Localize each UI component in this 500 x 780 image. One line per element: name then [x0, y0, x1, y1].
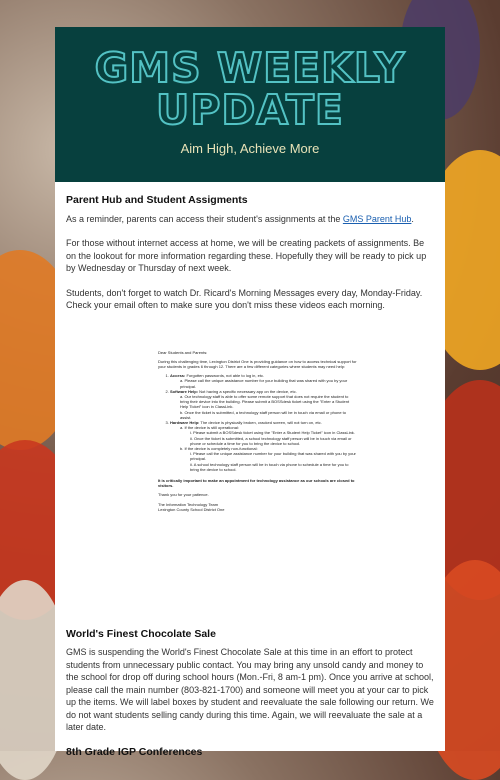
- paragraph-chocolate-sale: GMS is suspending the World's Finest Chocolate Sale at this time in an effort to protect students from unnecessary public contact. You may bring any unsold candy and money to the school for drop off during school hours (Mon.-Fri, 8 am-1 pm). Once you arrive at school, please call the main number (803-821-1700) and someone will meet you at your car to pick up the items. We will label boxes by student and reevaluate the sale following our return. We do not want students selling candy during this time. Again, we will reevaluate the sale at a later date.: [66, 647, 434, 732]
- newsletter-title: GMS WEEKLY UPDATE: [94, 44, 406, 134]
- letter-greeting: Dear Students and Parents:: [158, 349, 208, 355]
- paragraph-parent-hub: [66, 213, 434, 226]
- newsletter-header: [55, 27, 445, 182]
- section-heading-parent-hub: Parent Hub and Student Assigments: [66, 194, 248, 206]
- letter-thanks: Thank you for your patience.: [158, 492, 209, 498]
- letter-signoff-team: The Information Technology Team: [158, 501, 219, 507]
- letter-item-software: 2. Software Help: Not having a specific necessary app on the device, etc. a. Our technology staff is able to offer some remote support that does not require the student to bring their device into the building. Please submit a BOSSdesk ticket using the "Enter a Student Help Ticket" icon in ClassLink. b. Once the ticket is submitted, a technology staff person will be in touch via email or phone to assist.: [170, 389, 358, 420]
- letter-item-access: 1. Access: Forgotten passwords, not able to log in, etc. a. Please call the unique assistance number for your building that was shared with you by your principal.: [170, 373, 358, 389]
- letter-list: [158, 373, 358, 472]
- letter-signoff-district: Lexington County School District One: [158, 506, 225, 512]
- gms-parent-hub-link[interactable]: GMS Parent Hub: [342, 213, 412, 224]
- paragraph-text: As a reminder, parents can access their student's assignments at the: [66, 213, 343, 224]
- paragraph-text: .: [411, 213, 414, 224]
- newsletter-card: [55, 27, 445, 758]
- letter-intro: During this challenging time, Lexington District One is providing guidance on how to access technical support for your students in grades 6 through 12. There are a few different categories where students may need help:: [158, 358, 357, 369]
- letter-item-hardware: 3. Hardware Help: The device is physically broken, cracked screen, will not turn on, etc. a. If the device is still operational: i. Please submit a BOSSdesk ticket using the "Enter a Student Help Ticket" icon in ClassLink. ii. Once the ticket is submitted, a school technology staff person will be in touch via email or phone or schedule a time for you to bring the device to school. b. If the device is completely non-functional: i. Please call the unique assistance number for your building that was shared with you by your principal. ii. A school technology staff person will be in touch via phone to schedule a time for you to bring the device to school.: [170, 420, 358, 472]
- section-heading-chocolate-sale: World's Finest Chocolate Sale: [66, 627, 216, 640]
- letter-critical-note: It is critically important to make an appointment for technology assistance as our schools are closed to visitors.: [158, 477, 355, 489]
- newsletter-subtitle: Aim High, Achieve More: [180, 141, 320, 156]
- paragraph-morning-messages: Students, don't forget to watch Dr. Ricard's Morning Messages every day, Monday-Friday. Check your email often to make sure you don't miss these videos each morning.: [66, 287, 423, 310]
- tech-support-letter-image: [66, 332, 434, 628]
- newsletter-content: [55, 182, 445, 758]
- paragraph-packets: For those without internet access at home, we will be creating packets of assignments. Be on the lookout for more information regarding these. Hopefully they will be ready to pick up by Wednesday or Thursday of next week.: [66, 238, 427, 273]
- section-heading-igp-conferences: 8th Grade IGP Conferences: [66, 745, 203, 758]
